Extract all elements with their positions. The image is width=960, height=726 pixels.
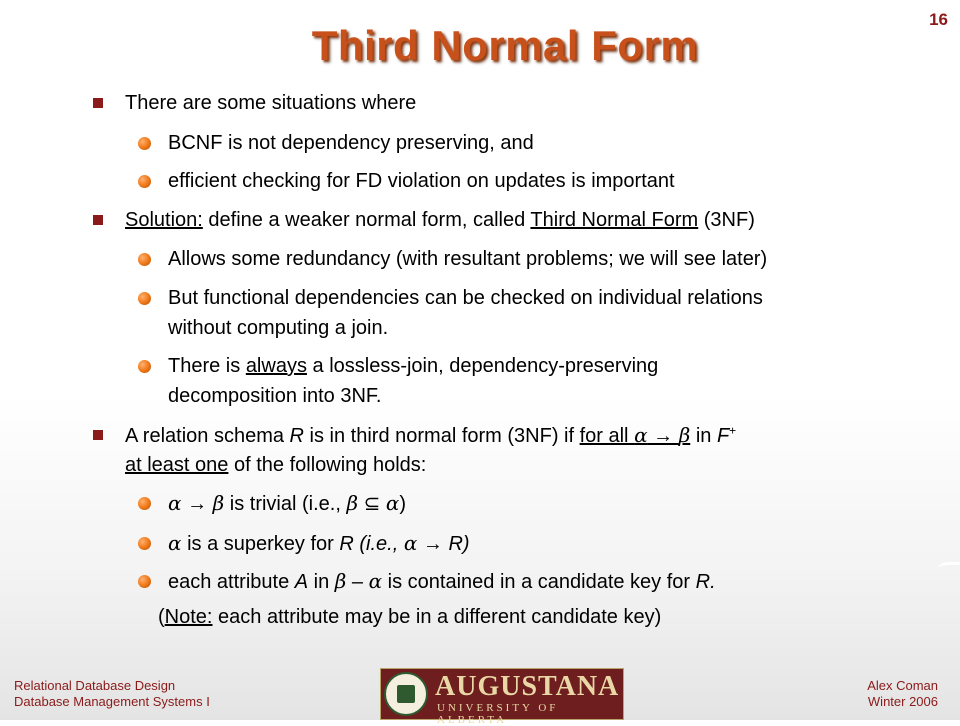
- subbullet-redundancy: Allows some redundancy (with resultant problems; we will see later): [168, 244, 767, 274]
- footer-author: Alex Coman Winter 2006: [867, 678, 938, 709]
- university-seal-icon: [384, 672, 428, 716]
- round-bullet-icon: [138, 360, 151, 373]
- decorative-swoosh: [938, 562, 960, 575]
- round-bullet-icon: [138, 292, 151, 305]
- subbullet-lossless-cont: decomposition into 3NF.: [168, 385, 382, 407]
- condition-superkey: α is a superkey for R (i.e., α → R): [168, 528, 470, 559]
- condition-candidate-key: each attribute A in β – α is contained in a candidate key for R.: [168, 566, 716, 597]
- bullet-solution: Solution: define a weaker normal form, called Third Normal Form (3NF): [125, 205, 755, 235]
- subbullet-functional-deps: But functional dependencies can be checked on individual relations: [168, 283, 763, 313]
- square-bullet-icon: [93, 215, 103, 225]
- bullet-situations: There are some situations where: [125, 88, 416, 118]
- bullet-definition: A relation schema R is in third normal form (3NF) if for all α → β in F+: [125, 420, 736, 451]
- subbullet-functional-deps-cont: without computing a join.: [168, 317, 389, 339]
- round-bullet-icon: [138, 175, 151, 188]
- round-bullet-icon: [138, 253, 151, 266]
- subbullet-lossless: There is always a lossless-join, dependency-preserving: [168, 351, 658, 381]
- bullet-definition-cont: at least one of the following holds:: [125, 454, 427, 476]
- round-bullet-icon: [138, 537, 151, 550]
- square-bullet-icon: [93, 98, 103, 108]
- condition-trivial: α → β is trivial (i.e., β ⊆ α): [168, 488, 406, 519]
- round-bullet-icon: [138, 575, 151, 588]
- square-bullet-icon: [93, 430, 103, 440]
- slide-number: 16: [929, 10, 948, 29]
- augustana-logo: AUGUSTANA UNIVERSITY OF ALBERTA: [380, 668, 624, 720]
- footer-course: Relational Database Design Database Management Systems I: [14, 678, 210, 709]
- subbullet-bcnf: BCNF is not dependency preserving, and: [168, 128, 534, 158]
- round-bullet-icon: [138, 137, 151, 150]
- subbullet-efficient: efficient checking for FD violation on updates is important: [168, 166, 675, 196]
- round-bullet-icon: [138, 497, 151, 510]
- note: (Note: each attribute may be in a different candidate key): [158, 606, 662, 628]
- slide-title: Third Normal Form: [311, 22, 699, 69]
